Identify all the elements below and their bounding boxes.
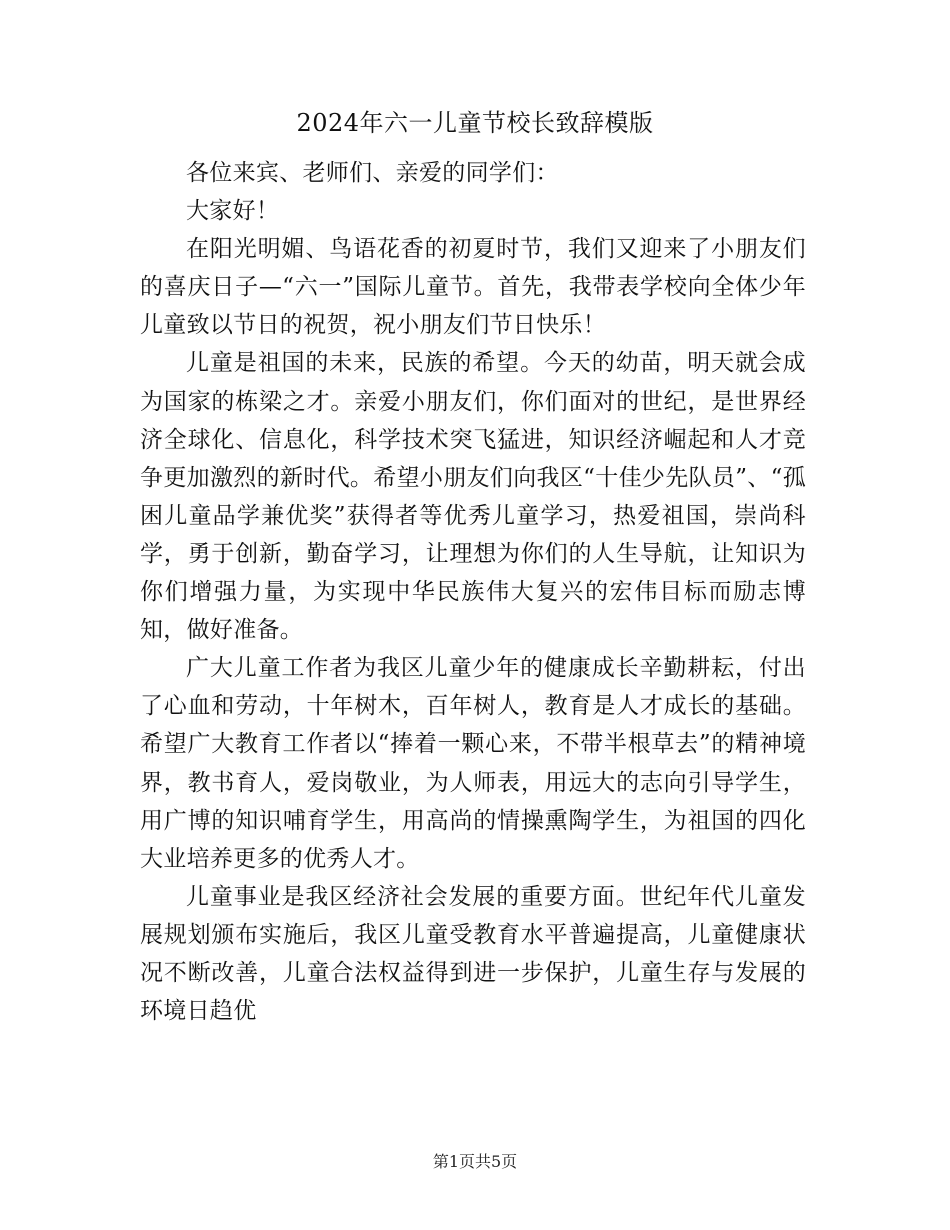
- page-number-footer: 第1页共5页: [432, 1152, 518, 1171]
- greeting-paragraph: 大家好！: [186, 198, 280, 225]
- salutation-paragraph: 各位来宾、老师们、亲爱的同学们：: [186, 160, 559, 186]
- body-paragraph-1: 在阳光明媚、鸟语花香的初夏时节，我们又迎来了小朋友们的喜庆日子—“六一”国际儿童节。首先，我带表学校向全体少年儿童致以节日的祝贺，祝小朋友们节日快乐！: [140, 236, 806, 339]
- body-paragraph-3: 广大儿童工作者为我区儿童少年的健康成长辛勤耕耘，付出了心血和劳动，十年树木，百年树人，教育是人才成长的基础。希望广大教育工作者以“捧着一颗心来，不带半根草去”的精神境界，教书育人，爱岗敬业，为人师表，用远大的志向引导学生，用广博的知识哺育学生，用高尚的情操熏陶学生，为祖国的四化大业培养更多的优秀人才。: [140, 655, 806, 872]
- body-paragraph-2: 儿童是祖国的未来，民族的希望。今天的幼苗，明天就会成为国家的栋梁之才。亲爱小朋友们，你们面对的世纪，是世界经济全球化、信息化，科学技术突飞猛进，知识经济崛起和人才竞争更加激烈的新时代。希望小朋友们向我区“十佳少先队员”、“孤困儿童品学兼优奖”获得者等优秀儿童学习，热爱祖国，崇尚科学，勇于创新，勤奋学习，让理想为你们的人生导航，让知识为你们增强力量，为实现中华民族伟大复兴的宏伟目标而励志博知，做好准备。: [140, 350, 806, 644]
- body-paragraph-4: 儿童事业是我区经济社会发展的重要方面。世纪年代儿童发展规划颁布实施后，我区儿童受教育水平普遍提高，儿童健康状况不断改善，儿童合法权益得到进一步保护，儿童生存与发展的环境日趋优: [140, 883, 806, 1025]
- document-title: 2024年六一儿童节校长致辞模版: [296, 109, 654, 137]
- document-body: [140, 154, 806, 1030]
